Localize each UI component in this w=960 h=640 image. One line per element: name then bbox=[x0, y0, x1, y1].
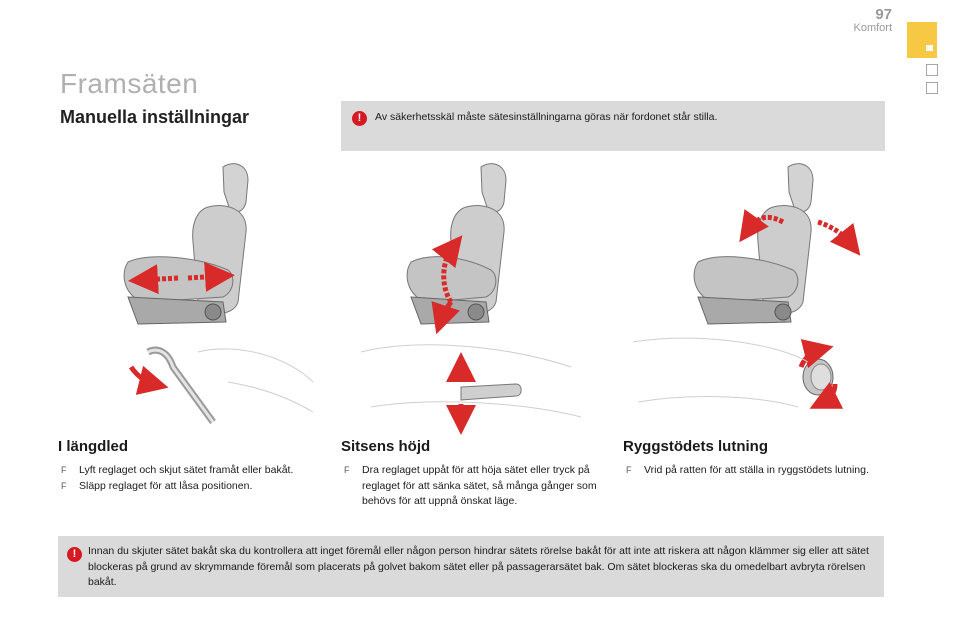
sub-title: Manuella inställningar bbox=[60, 107, 250, 127]
column-heading: Sitsens höjd bbox=[341, 438, 431, 455]
section-label: Komfort bbox=[853, 22, 892, 34]
figure-seat-longitudinal bbox=[58, 152, 320, 435]
instruction-item: F Släpp reglaget för att låsa positionen. bbox=[58, 479, 320, 495]
page-title: Framsäten bbox=[60, 68, 199, 99]
release-bar-icon bbox=[148, 350, 213, 422]
instruction-item: F Vrid på ratten för att ställa in ryggstödets lutning. bbox=[623, 463, 885, 479]
section-tab bbox=[907, 22, 937, 58]
tab-marker bbox=[926, 45, 933, 51]
column-heading: I längdled bbox=[58, 438, 129, 455]
warning-box-top bbox=[341, 101, 885, 151]
column-height bbox=[341, 438, 603, 510]
warning-icon: ! bbox=[352, 111, 367, 126]
seat-height-illustration bbox=[341, 152, 603, 435]
warning-box-bottom bbox=[58, 536, 884, 597]
seat-icon bbox=[124, 164, 248, 324]
bullet-icon: F bbox=[61, 465, 67, 475]
column-longitudinal bbox=[58, 438, 320, 494]
column-heading: Ryggstödets lutning bbox=[623, 438, 768, 455]
seat-backrest-illustration bbox=[623, 152, 885, 435]
instruction-item: F Lyft reglaget och skjut sätet framåt eller bakåt. bbox=[58, 463, 320, 479]
seat-icon bbox=[407, 164, 506, 324]
page-number: 97 bbox=[875, 6, 892, 23]
warning-icon: ! bbox=[67, 547, 82, 562]
seat-longitudinal-illustration bbox=[58, 152, 320, 435]
bullet-icon: F bbox=[626, 465, 632, 475]
warning-text-top: Av säkerhetsskäl måste sätesinställningarna göras när fordonet står stilla. bbox=[375, 111, 718, 123]
warning-text-bottom: Innan du skjuter sätet bakåt ska du kontrollera att inget föremål eller någon person hindrar sätets rörelse bakåt för att inte att riskera att någon klämmer sig eller att sätet blockeras på grund av skrymmande föremål som placerats på golvet bakom sätet eller på passagerarsätet bak. Om sätet blockeras ska du omedelbart avbryta rörelsen bakåt. bbox=[88, 545, 869, 588]
tab-box-1 bbox=[926, 64, 938, 76]
tab-box-2 bbox=[926, 82, 938, 94]
instruction-item: F Dra reglaget uppåt för att höja sätet eller tryck på reglaget för att sänka sätet, så många gånger som behövs för att uppnå önskat läge. bbox=[344, 464, 597, 507]
bullet-icon: F bbox=[344, 465, 350, 475]
column-backrest bbox=[623, 438, 885, 479]
figure-seat-height bbox=[341, 152, 603, 435]
height-lever-icon bbox=[461, 384, 521, 400]
bullet-icon: F bbox=[61, 480, 67, 491]
backrest-knob-icon bbox=[803, 359, 833, 395]
figure-seat-backrest bbox=[623, 152, 885, 435]
seat-icon bbox=[694, 164, 813, 324]
